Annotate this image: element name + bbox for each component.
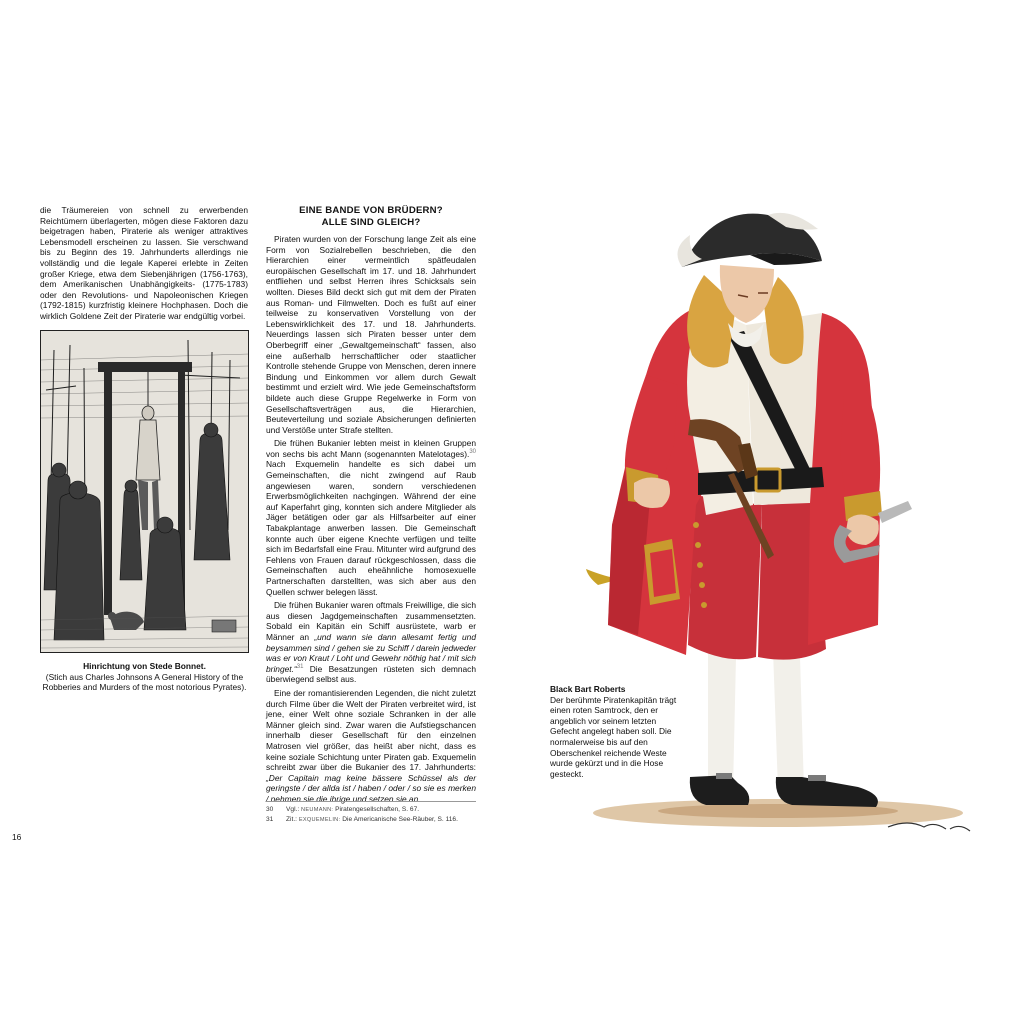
footnote-divider: [266, 801, 476, 802]
paragraph-2: Die frühen Bukanier lebten meist in kleinen Gruppen von sechs bis acht Mann (sogenannten Matelotages).$^{30}$ Nach Exquemelin handelte es sich dabei um Gemeinschaften, die nicht zwingend auf Raub angewiesen waren, sondern verschiedenen Erwerbsmöglichkeiten nachgingen. Während der eine auf Kaperfahrt ging, konnten sich andere Mitglieder als Jäger betätigen oder gar als Hilfsarbeiter auf einer Tabakplantage anwerben lassen. Die Gemeinschaft konnte auch über eigene Knechte verfügen und teilte sich im Bedarfsfall eine Frau. Mitunter wird aufgrund des Fehlens von Frauen darauf rückgeschlossen, dass die Gemeinschaften auch eheähnliche homosexuelle Partnerschaften darstellten, was sich aber aus den Quellen schwer belegen lässt.: [266, 438, 476, 597]
quote-exquemelin-2: „Der Capitain mag keine bässere Schüssel als der geringste / der allda ist / haben / oder / so sie es merken / nehmen sie die ihrige und setzen sie an: [266, 772, 476, 804]
middle-text-column: [266, 205, 476, 807]
stede-bonnet-engraving: [40, 330, 249, 653]
footnotes: [266, 805, 486, 825]
left-paragraph: die Träumereien von schnell zu erwerbenden Reichtümern überlagerten, mögen diese Faktoren dazu beigetragen haben, Piraterie als weniger attraktives Lebensmodell erscheinen zu lassen. Sie verschwand bis zu Beginn des 19. Jahrhunderts allerdings nie vollständig und die legale Kaperei erlebte in Zeiten großer Kriege, etwa dem Siebenjährigen (1756-1763), dem Amerikanischen Unabhängigkeits- (1775-1783) oder den Revolutions- und Napoleonischen Kriegen (1792-1815) kurzfristig kleinere Hochphasen. Doch die wirklich Goldene Zeit der Piraterie war endgültig vorbei.: [40, 205, 248, 321]
section-heading-line-2: ALLE SIND GLEICH?: [321, 217, 421, 228]
illustration-caption-text: Der berühmte Piratenkapitän trägt einen roten Samtrock, den er angeblich vor seinem letzten Gefecht angelegt haben soll. Die normalerweise bis auf den Oberschenkel reichende Weste wurde gekürzt und in die Hose gesteckt.: [550, 694, 677, 779]
section-heading: [266, 205, 476, 229]
engraving-caption-title: Hinrichtung von Stede Bonnet.: [83, 661, 206, 671]
engraving-caption-text: (Stich aus Charles Johnsons A General History of the Robberies and Murders of the most notorious Pyrates).: [42, 671, 247, 693]
section-heading-line-1: EINE BANDE VON BRÜDERN?: [299, 205, 443, 216]
quote-exquemelin-1: „und wann sie dann allesamt fertig und beysammen sind / gehen sie zu Schiff / darein jedweder was er von Kraut / Loht und Gewehr nöthig hat / mit sich bringet.“: [266, 631, 476, 674]
page-number: 16: [12, 832, 22, 842]
engraving-caption: [40, 661, 249, 693]
paragraph-3: Die frühen Bukanier waren oftmals Freiwillige, die sich aus diesen Jagdgemeinschaften zusammensetzten. Sobald ein Kapitän ein Schiff ausrüstete, warb er Männer an „und wann sie dann allesamt fertig und beysammen sind / gehen sie zu Schiff / darein jedweder was er von Kraut / Loht und Gewehr nöthig hat / mit sich bringet.“$^{31}$ Die Besatzungen rüsteten sich demnach überwiegend selbst aus.: [266, 600, 476, 685]
footnote-ref-30[interactable]: 30: [469, 448, 476, 455]
footnote-31: 31 Zit.: EXQUEMELIN: Die Americanische See-Räuber, S. 116.: [266, 816, 458, 823]
footnote-30: 30 Vgl.: NEUMANN: Piratengesellschaften, S. 67.: [266, 806, 420, 813]
left-text-column: [40, 205, 248, 325]
pirate-illustration: [578, 205, 988, 845]
paragraph-1: Piraten wurden von der Forschung lange Zeit als eine Form von Sozialrebellen beschrieben, die den Hierarchien einer vermeintlich spätfeudalen europäischen Gesellschaft im 17. und 18. Jahrhundert entfliehen und selbst Herren ihres Schicksals sein wollten. Dieses Bild deckt sich gut mit dem der Piraten aus Roman- und Filmwelten. Doch es fußt auf einer teilweise zu konservativen Vorstellung von der Lebenswirklichkeit des 17. und 18. Jahrhunderts. Neuerdings lassen sich Piraten besser unter dem Oberbegriff einer „Gewaltgemeinschaft“ fassen, also eine außerhalb herrschaftlicher oder staatlicher Kontrolle stehende Gruppe von Menschen, deren innere Bindung und Einkommen vor allem durch Gewalt bestimmt und erzielt wird. Wie jede Gemeinschaftsform bildete auch diese Gruppe Regelwerke in Form von Gesellschaftsverträgen aus, die Hierarchien, Beuteverteilung und soziale Absicherungen definierten und Verstöße unter Strafe stellten.: [266, 234, 476, 435]
footnote-ref-31[interactable]: 31: [296, 663, 304, 670]
illustration-caption-title: Black Bart Roberts: [550, 684, 626, 694]
paragraph-4: Eine der romantisierenden Legenden, die nicht zuletzt durch Filme über die Welt der Piraten verbreitet wird, ist jene, einer Welt ohne soziale Schranken in der alle Männer gleich sind. Zwar waren die Aufstiegschancen innerhalb dieser Gesellschaft für den einzelnen Matrosen viel größer, das heißt aber nicht, dass es keine soziale Schichtung unter Piraten gab. Exquemelin schreibt zwar über die Bukanier des 17. Jahrhunderts: „Der Capitain mag keine bässere Schüssel als der geringste / der allda ist / haben / oder / so sie es merken / nehmen sie die ihrige und setzen sie an: [266, 687, 476, 804]
